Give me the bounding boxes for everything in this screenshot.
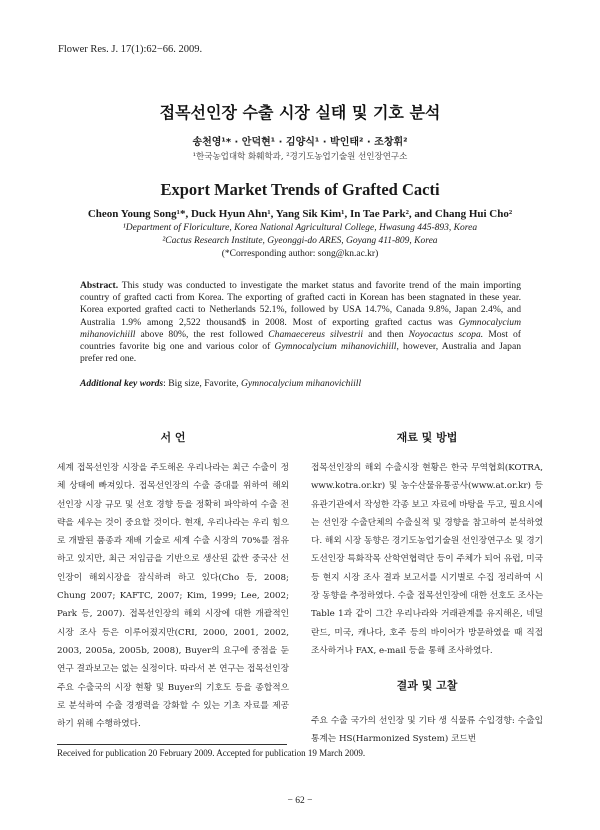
english-title: Export Market Trends of Grafted Cacti: [160, 180, 440, 199]
abstract-text-5: , however, Australia and Japan prefer red one.: [80, 341, 522, 365]
keywords-label: Additional key words: [80, 378, 164, 389]
abstract-species-2: Chamaecereus silvestrii: [268, 328, 364, 340]
page-number: − 62 −: [287, 796, 313, 806]
results-heading: 결과 및 고찰: [396, 679, 458, 692]
keywords-species: Gymnocalycium mihanovichiill: [240, 378, 362, 389]
intro-heading: 서 언: [160, 431, 186, 444]
english-affiliation-1: ¹Department of Floriculture, Korea National Agricultural College, Hwasung 445-893, Korea: [122, 223, 478, 233]
intro-text: 세계 접목선인장 시장을 주도해온 우리나라는 최근 수출이 정체 상태에 빠져있다. 접목선인장의 수출 증대를 위하여 해외 선인장 시장 규모 및 선호 경향 등을 정확히 파악하여 수출 전략을 세우는 것이 중요할 것이다. 현재, 우리나라는 우리 힘으로 개발된 품종과 재배 기술로 세계 수출 시장의 70%를 점유하고 있지만, 최근 저임금을 기반으로 생산된 값싼 중국산 선인장이 해외시장을 잠식하려 하고 있다(Cho 등, 2008; Chung 2007; KAFTC, 2007; Kim, 1999; Lee, 2002; Park 등, 2007). 접목선인장의 해외 시장에 대한 개괄적인 시장 조사 등은 이루어졌지만(CRI, 2000, 2001, 2002, 2003, 2005a, 2005b, 2008), Buyer의 요구에 중점을 둔 연구 결과보고는 없는 실정이다. 따라서 본 연구는 접목선인장 주요 수출국의 시장 현황 및 Buyer의 기호도 등을 종합적으로 분석하여 수출 경쟁력을 강화할 수 있는 기초 자료를 제공하기 위해 수행하였다.: [57, 463, 289, 730]
methods-heading: 재료 및 방법: [396, 431, 458, 444]
korean-title: 접목선인장 수출 시장 실태 및 기호 분석: [159, 103, 441, 122]
abstract-text-3: and then: [363, 328, 409, 340]
keywords: [80, 378, 521, 389]
journal-reference: Flower Res. J. 17(1):62−66. 2009.: [58, 44, 203, 55]
abstract-species-1: Gymnocalycium mihanovichiill: [80, 316, 521, 340]
footnote: Received for publication 20 February 2009. Accepted for publication 19 March 2009.: [57, 748, 366, 758]
footnote-divider: [57, 744, 287, 745]
results-text: 주요 수출 국가의 선인장 및 기타 생 식물류 수입경향: 수출입 통계는 HS(Harmonized System) 코드번: [311, 716, 543, 745]
korean-affiliation: ¹한국농업대학 화훼학과, ²경기도농업기술원 선인장연구소: [192, 152, 408, 162]
keywords-text: : Big size, Favorite,: [163, 378, 241, 389]
english-affiliation-2: ²Cactus Research Institute, Gyeonggi-do ARES, Goyang 411-809, Korea: [162, 236, 438, 246]
abstract-species-4: Gymnocalycium mihanovichiill: [274, 341, 397, 353]
methods-text: 접목선인장의 해외 수출시장 현황은 한국 무역협회(KOTRA, www.kotra.or.kr) 및 농수산물유통공사(www.at.or.kr) 등 유관기관에서 작성한 각종 보고 자료에 바탕을 두고, 필요시에는 선인장 수출단체의 수출실적 및 경향을 참고하여 분석하였다. 해외 시장 동향은 경기도농업기술원 선인장연구소 및 경기도선인장 특화작목 산학연협력단 등이 주체가 되어 유럽, 미국 등 현지 시장 조사 결과 보고서를 시기별로 수집 정리하여 시장 동향을 추정하였다. 수출 접목선인장에 대한 선호도 조사는 Table 1과 같이 그간 우리나라와 거래관계를 유지해온, 네덜란드, 미국, 캐나다, 호주 등의 바이어가 방문하였을 때 직접 조사하거나 FAX, e-mail 등을 통해 조사하였다.: [311, 463, 543, 656]
abstract-text-2: above 80%, the rest followed: [135, 328, 269, 340]
corresponding-author: (*Corresponding author: song@kn.ac.kr): [221, 249, 379, 259]
abstract: [80, 280, 521, 365]
abstract-label: Abstract.: [80, 280, 119, 291]
english-authors: Cheon Young Song¹*, Duck Hyun Ahn¹, Yang Sik Kim¹, In Tae Park², and Chang Hui Cho²: [87, 208, 513, 220]
abstract-text-4: Most of countries favorite big one and various color of: [80, 328, 521, 353]
abstract-species-3: Noyocactus scopa.: [408, 328, 484, 340]
korean-authors: 송천영¹* · 안덕현¹ · 김양식¹ · 박인태² · 조창휘²: [192, 137, 408, 148]
abstract-text-1: This study was conducted to investigate the market status and favorite trend of the main importing country of grafted cacti from Korea. The exporting of grafted cacti in Korean has been stagnated in these year. Korea exported grafted cacti to Netherlands 52.1%, followed by USA 14.7%, Canada 9.8%, Japan 2.4%, and Australia 1.9% among 2,522 thousand$ in 2008. Most of exporting grafted cactus was: [80, 280, 521, 328]
